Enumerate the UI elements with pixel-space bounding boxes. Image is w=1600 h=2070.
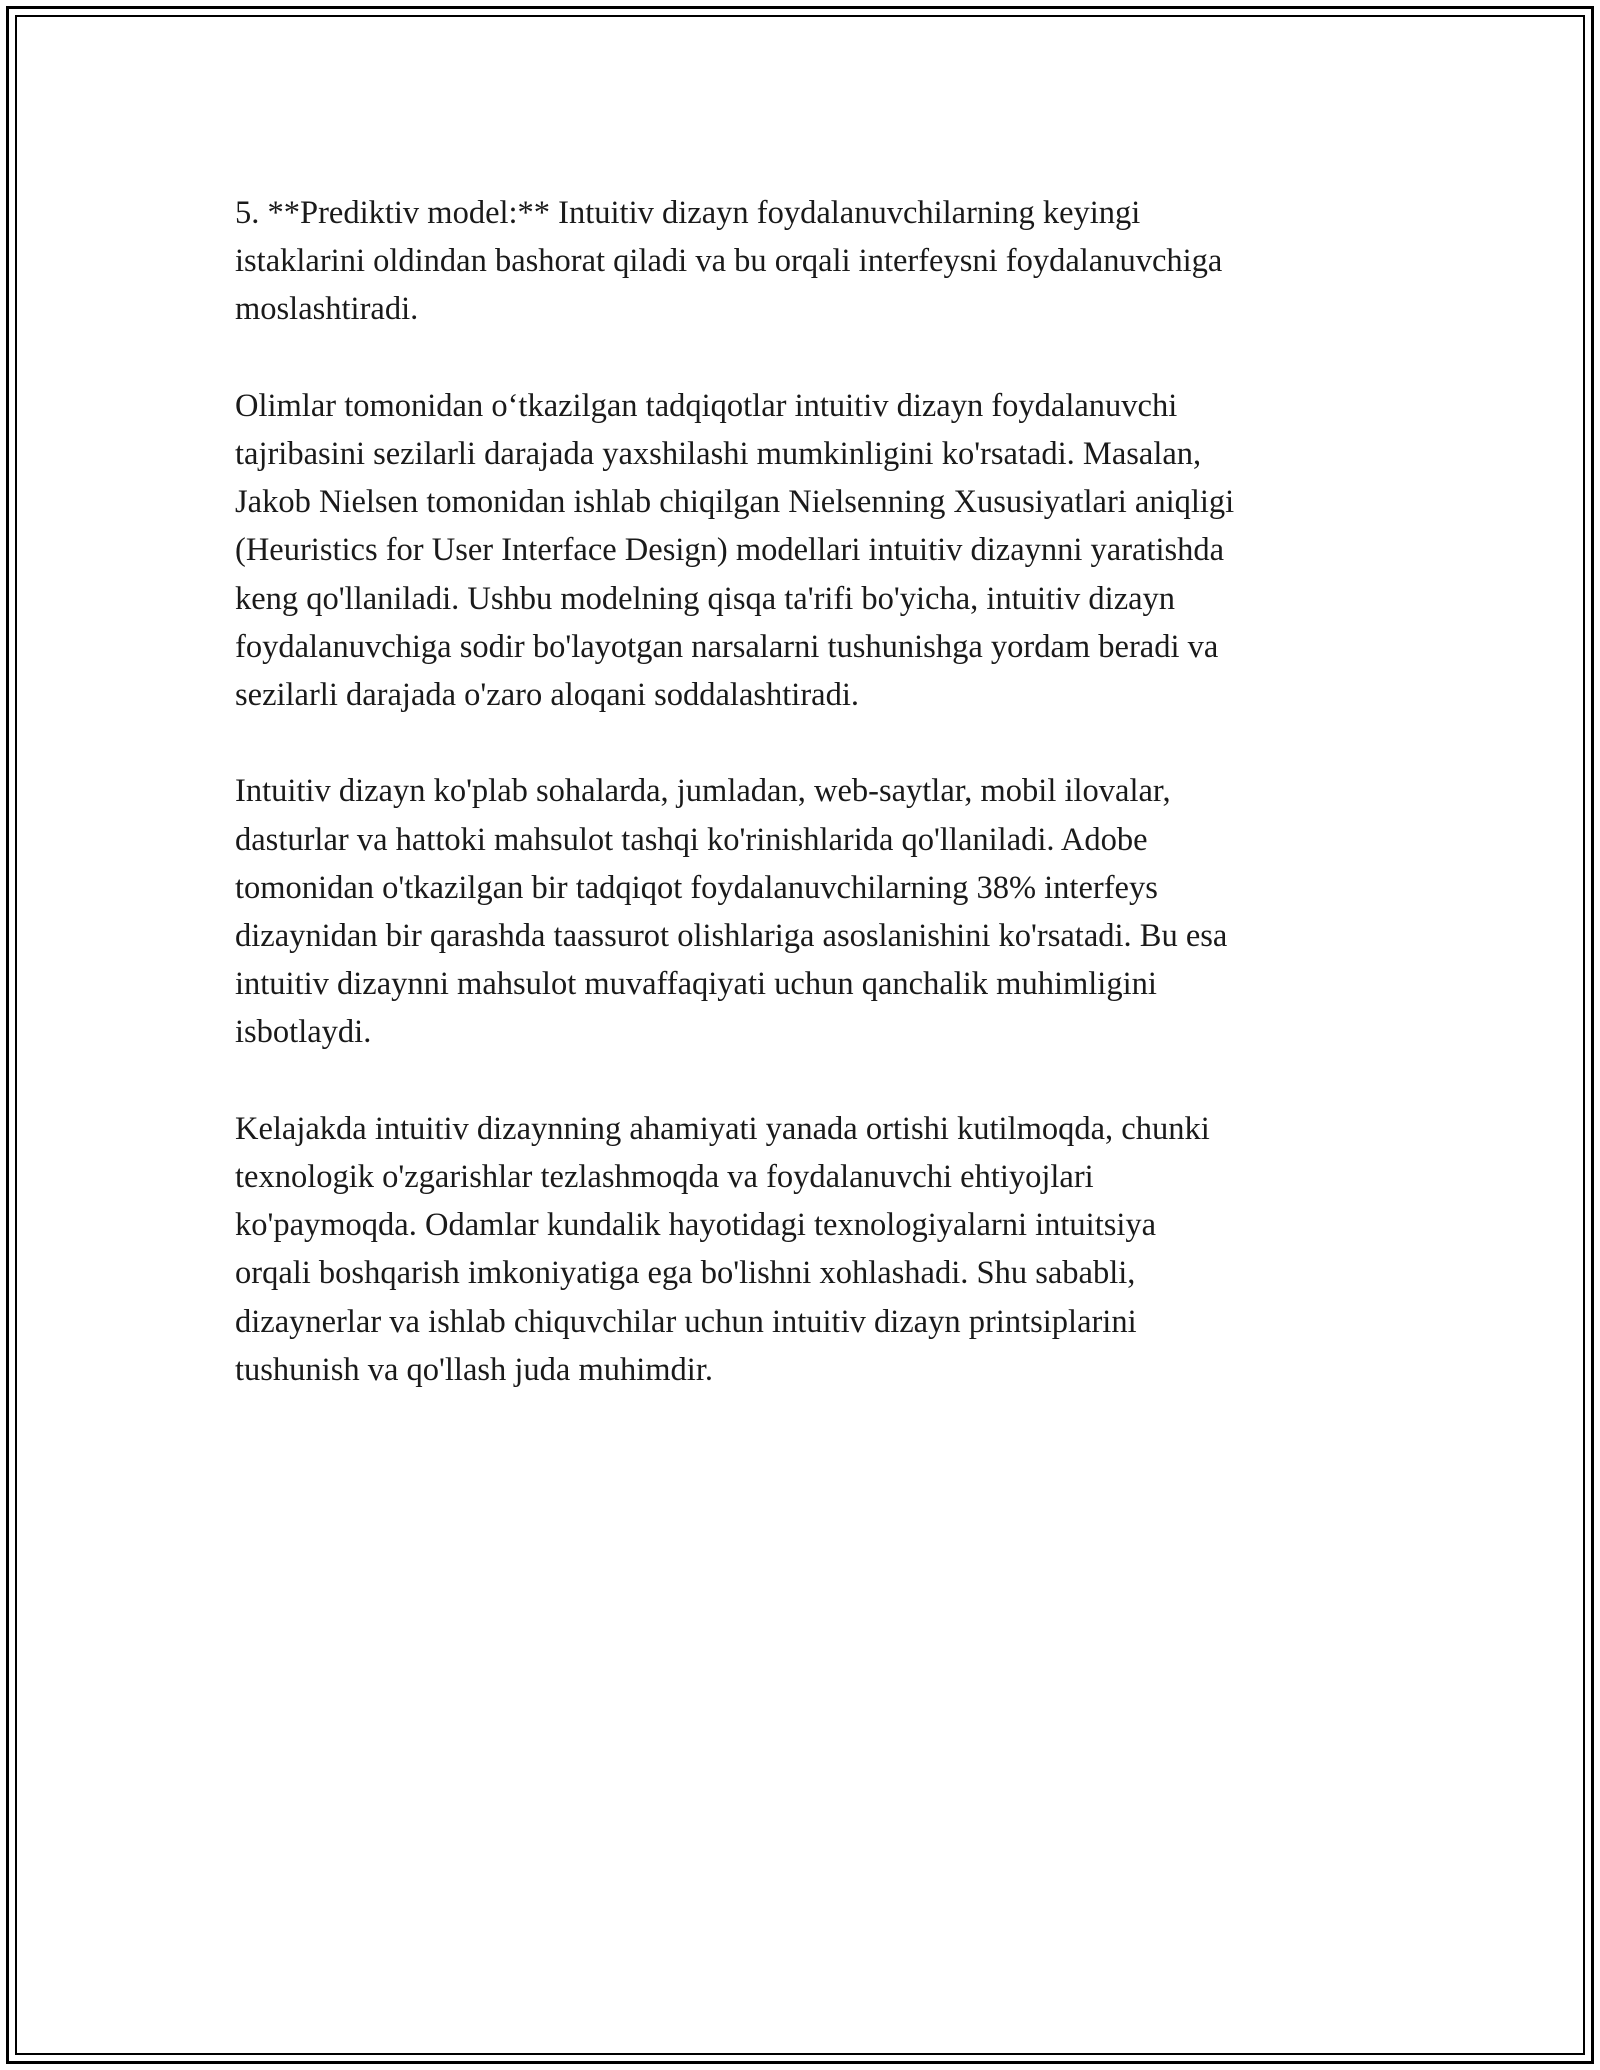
text-line: keng qo'llaniladi. Ushbu modelning qisqa ta'rifi bo'yicha, intuitiv dizayn: [235, 580, 1176, 617]
text-line: tomonidan o'tkazilgan bir tadqiqot foydalanuvchilarning 38% interfeys: [235, 869, 1158, 906]
text-line: moslashtiradi.: [235, 291, 419, 328]
document-body: [235, 189, 1375, 1442]
text-line: tajribasini sezilarli darajada yaxshilashi mumkinligini ko'rsatadi. Masalan,: [235, 436, 1202, 472]
paragraph-research: [235, 382, 1375, 719]
text-line: intuitiv dizaynni mahsulot muvaffaqiyati uchun qanchalik muhimligini: [235, 966, 1157, 1003]
paragraph-applications: [235, 767, 1375, 1056]
text-line: Olimlar tomonidan o‘tkazilgan tadqiqotlar intuitiv dizayn foydalanuvchi: [235, 387, 1178, 424]
text-line: sezilarli darajada o'zaro aloqani soddalashtiradi.: [235, 677, 859, 714]
text-line: 5. **Prediktiv model:** Intuitiv dizayn foydalanuvchilarning keyingi: [235, 195, 1141, 231]
text-line: Intuitiv dizayn ko'plab sohalarda, jumladan, web-saytlar, mobil ilovalar,: [235, 773, 1171, 810]
text-line: Kelajakda intuitiv dizaynning ahamiyati yanada ortishi kutilmoqda, chunki: [235, 1110, 1210, 1147]
text-line: (Heuristics for User Interface Design) modellari intuitiv dizaynni yaratishda: [235, 532, 1225, 569]
text-line: Jakob Nielsen tomonidan ishlab chiqilgan Nielsenning Xususiyatlari aniqligi: [235, 484, 1235, 521]
text-line: ko'paymoqda. Odamlar kundalik hayotidagi texnologiyalarni intuitsiya: [235, 1207, 1157, 1244]
text-line: dizaynidan bir qarashda taassurot olishlariga asoslanishini ko'rsatadi. Bu esa: [235, 918, 1228, 955]
text-line: orqali boshqarish imkoniyatiga ega bo'lishni xohlashadi. Shu sababli,: [235, 1255, 1136, 1292]
text-line: foydalanuvchiga sodir bo'layotgan narsalarni tushunishga yordam beradi va: [235, 628, 1219, 665]
text-line: dizaynerlar va ishlab chiquvchilar uchun intuitiv dizayn printsiplarini: [235, 1303, 1137, 1340]
text-line: tushunish va qo'llash juda muhimdir.: [235, 1351, 713, 1388]
paragraph-future: [235, 1105, 1375, 1394]
text-line: texnologik o'zgarishlar tezlashmoqda va foydalanuvchi ehtiyojlari: [235, 1159, 1094, 1196]
text-line: dasturlar va hattoki mahsulot tashqi ko'rinishlarida qo'llaniladi. Adobe: [235, 821, 1148, 858]
paragraph-predictive-model: [235, 189, 1375, 334]
text-line: isbotlaydi.: [235, 1014, 372, 1051]
text-line: istaklarini oldindan bashorat qiladi va bu orqali interfeysni foydalanuvchiga: [235, 243, 1223, 280]
